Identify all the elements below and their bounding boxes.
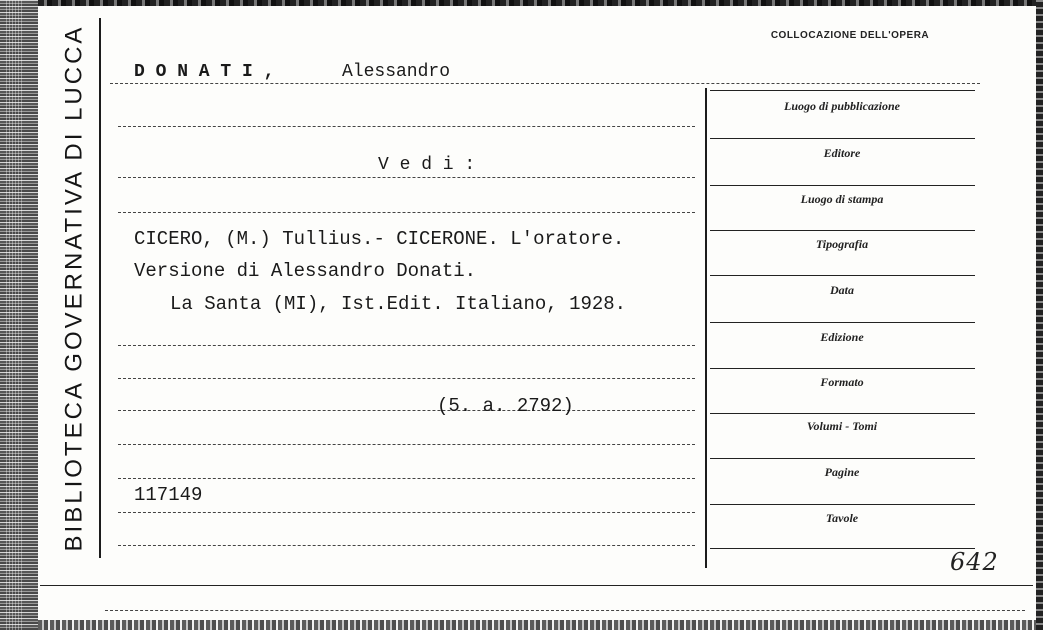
card-bottom-rule: [40, 585, 1033, 586]
field-pagine: Pagine: [824, 465, 860, 479]
ruled-line: [118, 478, 695, 479]
field-tavole: Tavole: [825, 511, 859, 525]
author-given-name: Alessandro: [342, 62, 451, 82]
form-line: [710, 275, 975, 276]
ruled-line: [118, 177, 695, 178]
field-editore: Editore: [823, 146, 861, 160]
field-formato: Formato: [820, 375, 864, 389]
shelfmark: (5. a. 2792): [437, 395, 574, 417]
inventory-number: 117149: [134, 484, 203, 506]
form-line: [710, 185, 975, 186]
form-line: [710, 138, 975, 139]
scan-bottom-edge: [38, 620, 1043, 630]
ruled-line: [110, 83, 980, 84]
field-luogo-pubblicazione: Luogo di pubblicazione: [783, 99, 900, 113]
form-line: [710, 504, 975, 505]
scan-left-edge: [0, 0, 38, 630]
institution-stamp: [52, 15, 97, 560]
form-line: [710, 368, 975, 369]
entry-line-3: La Santa (MI), Ist.Edit. Italiano, 1928.: [170, 293, 627, 315]
see-also-label: V e d i :: [378, 155, 476, 175]
scan-right-edge: [1036, 0, 1043, 630]
ruled-line: [118, 345, 695, 346]
field-edizione: Edizione: [820, 330, 864, 344]
form-line: [710, 230, 975, 231]
institution-name: BIBLIOTECA GOVERNATIVA DI LUCCA: [60, 24, 88, 551]
form-line: [710, 322, 975, 323]
entry-line-2: Versione di Alessandro Donati.: [134, 260, 477, 282]
author-surname: D O N A T I ,: [134, 62, 275, 82]
ruled-line: [118, 410, 695, 411]
form-line: [710, 90, 975, 91]
field-luogo-stampa: Luogo di stampa: [800, 192, 884, 206]
left-margin-rule: [99, 18, 101, 558]
form-line: [710, 458, 975, 459]
scan-top-edge: [38, 0, 1043, 6]
form-divider-rule: [705, 88, 707, 568]
field-data: Data: [830, 283, 854, 297]
form-heading: COLLOCAZIONE DELL'OPERA: [770, 30, 930, 41]
entry-line-1: CICERO, (M.) Tullius.- CICERONE. L'oratore.: [134, 228, 625, 250]
ruled-line: [118, 378, 695, 379]
ruled-line: [118, 444, 695, 445]
form-line: [710, 413, 975, 414]
ruled-line: [118, 212, 695, 213]
ruled-line: [118, 545, 695, 546]
ruled-line: [105, 610, 1025, 611]
field-tipografia: Tipografia: [815, 237, 869, 251]
ruled-line: [118, 126, 695, 127]
handwritten-mark: 642: [950, 548, 999, 576]
ruled-line: [118, 512, 695, 513]
field-volumi-tomi: Volumi - Tomi: [806, 419, 878, 433]
form-line: [710, 548, 975, 549]
